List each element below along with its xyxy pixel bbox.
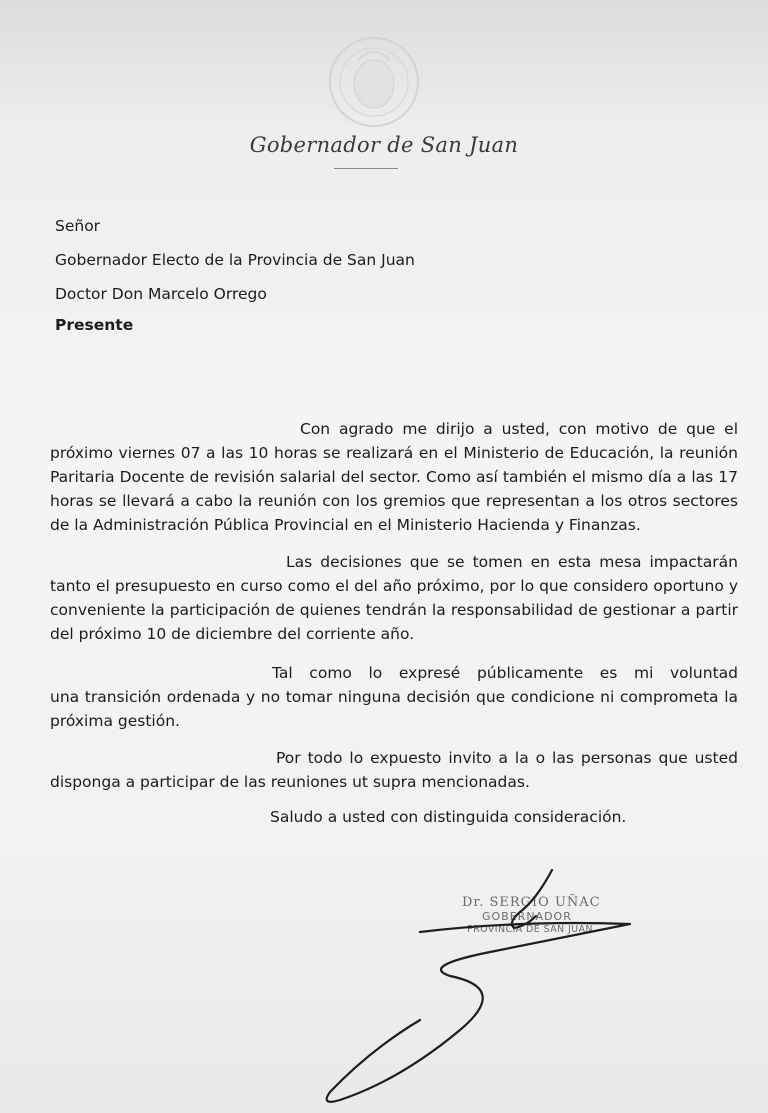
letterhead-title: Gobernador de San Juan (249, 133, 519, 157)
paragraph-line: de la Administración Pública Provincial en el Ministerio Hacienda y Finanzas. (50, 516, 641, 534)
body-paragraph-2 (50, 550, 738, 646)
stamp-role: GOBERNADOR (482, 910, 572, 923)
presente-label: Presente (55, 316, 134, 334)
paragraph-line: próxima gestión. (50, 712, 180, 730)
paragraph-line: próximo viernes 07 a las 10 horas se realizará en el Ministerio de Educación, la reunión (50, 444, 738, 462)
stamp-province: PROVINCIA DE SAN JUAN (467, 924, 593, 935)
paragraph-line: Paritaria Docente de revisión salarial del sector. Como así también el mismo día a las 17 (50, 468, 738, 486)
paragraph-line: Con agrado me dirijo a usted, con motivo de que el (300, 420, 738, 438)
body-paragraph-4 (50, 746, 738, 794)
paragraph-line: Por todo lo expuesto invito a la o las personas que usted (276, 749, 738, 767)
letterhead-rule (334, 168, 398, 169)
handwritten-signature (300, 860, 640, 1110)
paragraph-line: una transición ordenada y no tomar ninguna decisión que condicione ni comprometa la (50, 688, 738, 706)
body-paragraph-3 (50, 661, 738, 733)
recipient-title: Gobernador Electo de la Provincia de San Juan (55, 251, 415, 269)
paragraph-line: tanto el presupuesto en curso como el del año próximo, por lo que considero oportuno y (50, 577, 738, 595)
stamp-name: Dr. SERGIO UÑAC (462, 895, 601, 910)
paragraph-line: disponga a participar de las reuniones ut supra mencionadas. (50, 773, 530, 791)
paragraph-line: horas se llevará a cabo la reunión con los gremios que representan a los otros sectores (50, 492, 738, 510)
paragraph-line: del próximo 10 de diciembre del corriente año. (50, 625, 415, 643)
paragraph-line: conveniente la participación de quienes tendrán la responsabilidad de gestionar a partir (50, 601, 738, 619)
recipient-name: Doctor Don Marcelo Orrego (55, 285, 267, 303)
body-paragraph-1 (50, 417, 738, 537)
paragraph-line: Las decisiones que se tomen en esta mesa impactarán (286, 553, 738, 571)
paragraph-line: Tal como lo expresé públicamente es mi voluntad (272, 664, 738, 682)
embossed-seal-icon (322, 30, 426, 134)
salutation: Señor (55, 217, 101, 235)
closing-line: Saludo a usted con distinguida consideración. (270, 808, 627, 826)
